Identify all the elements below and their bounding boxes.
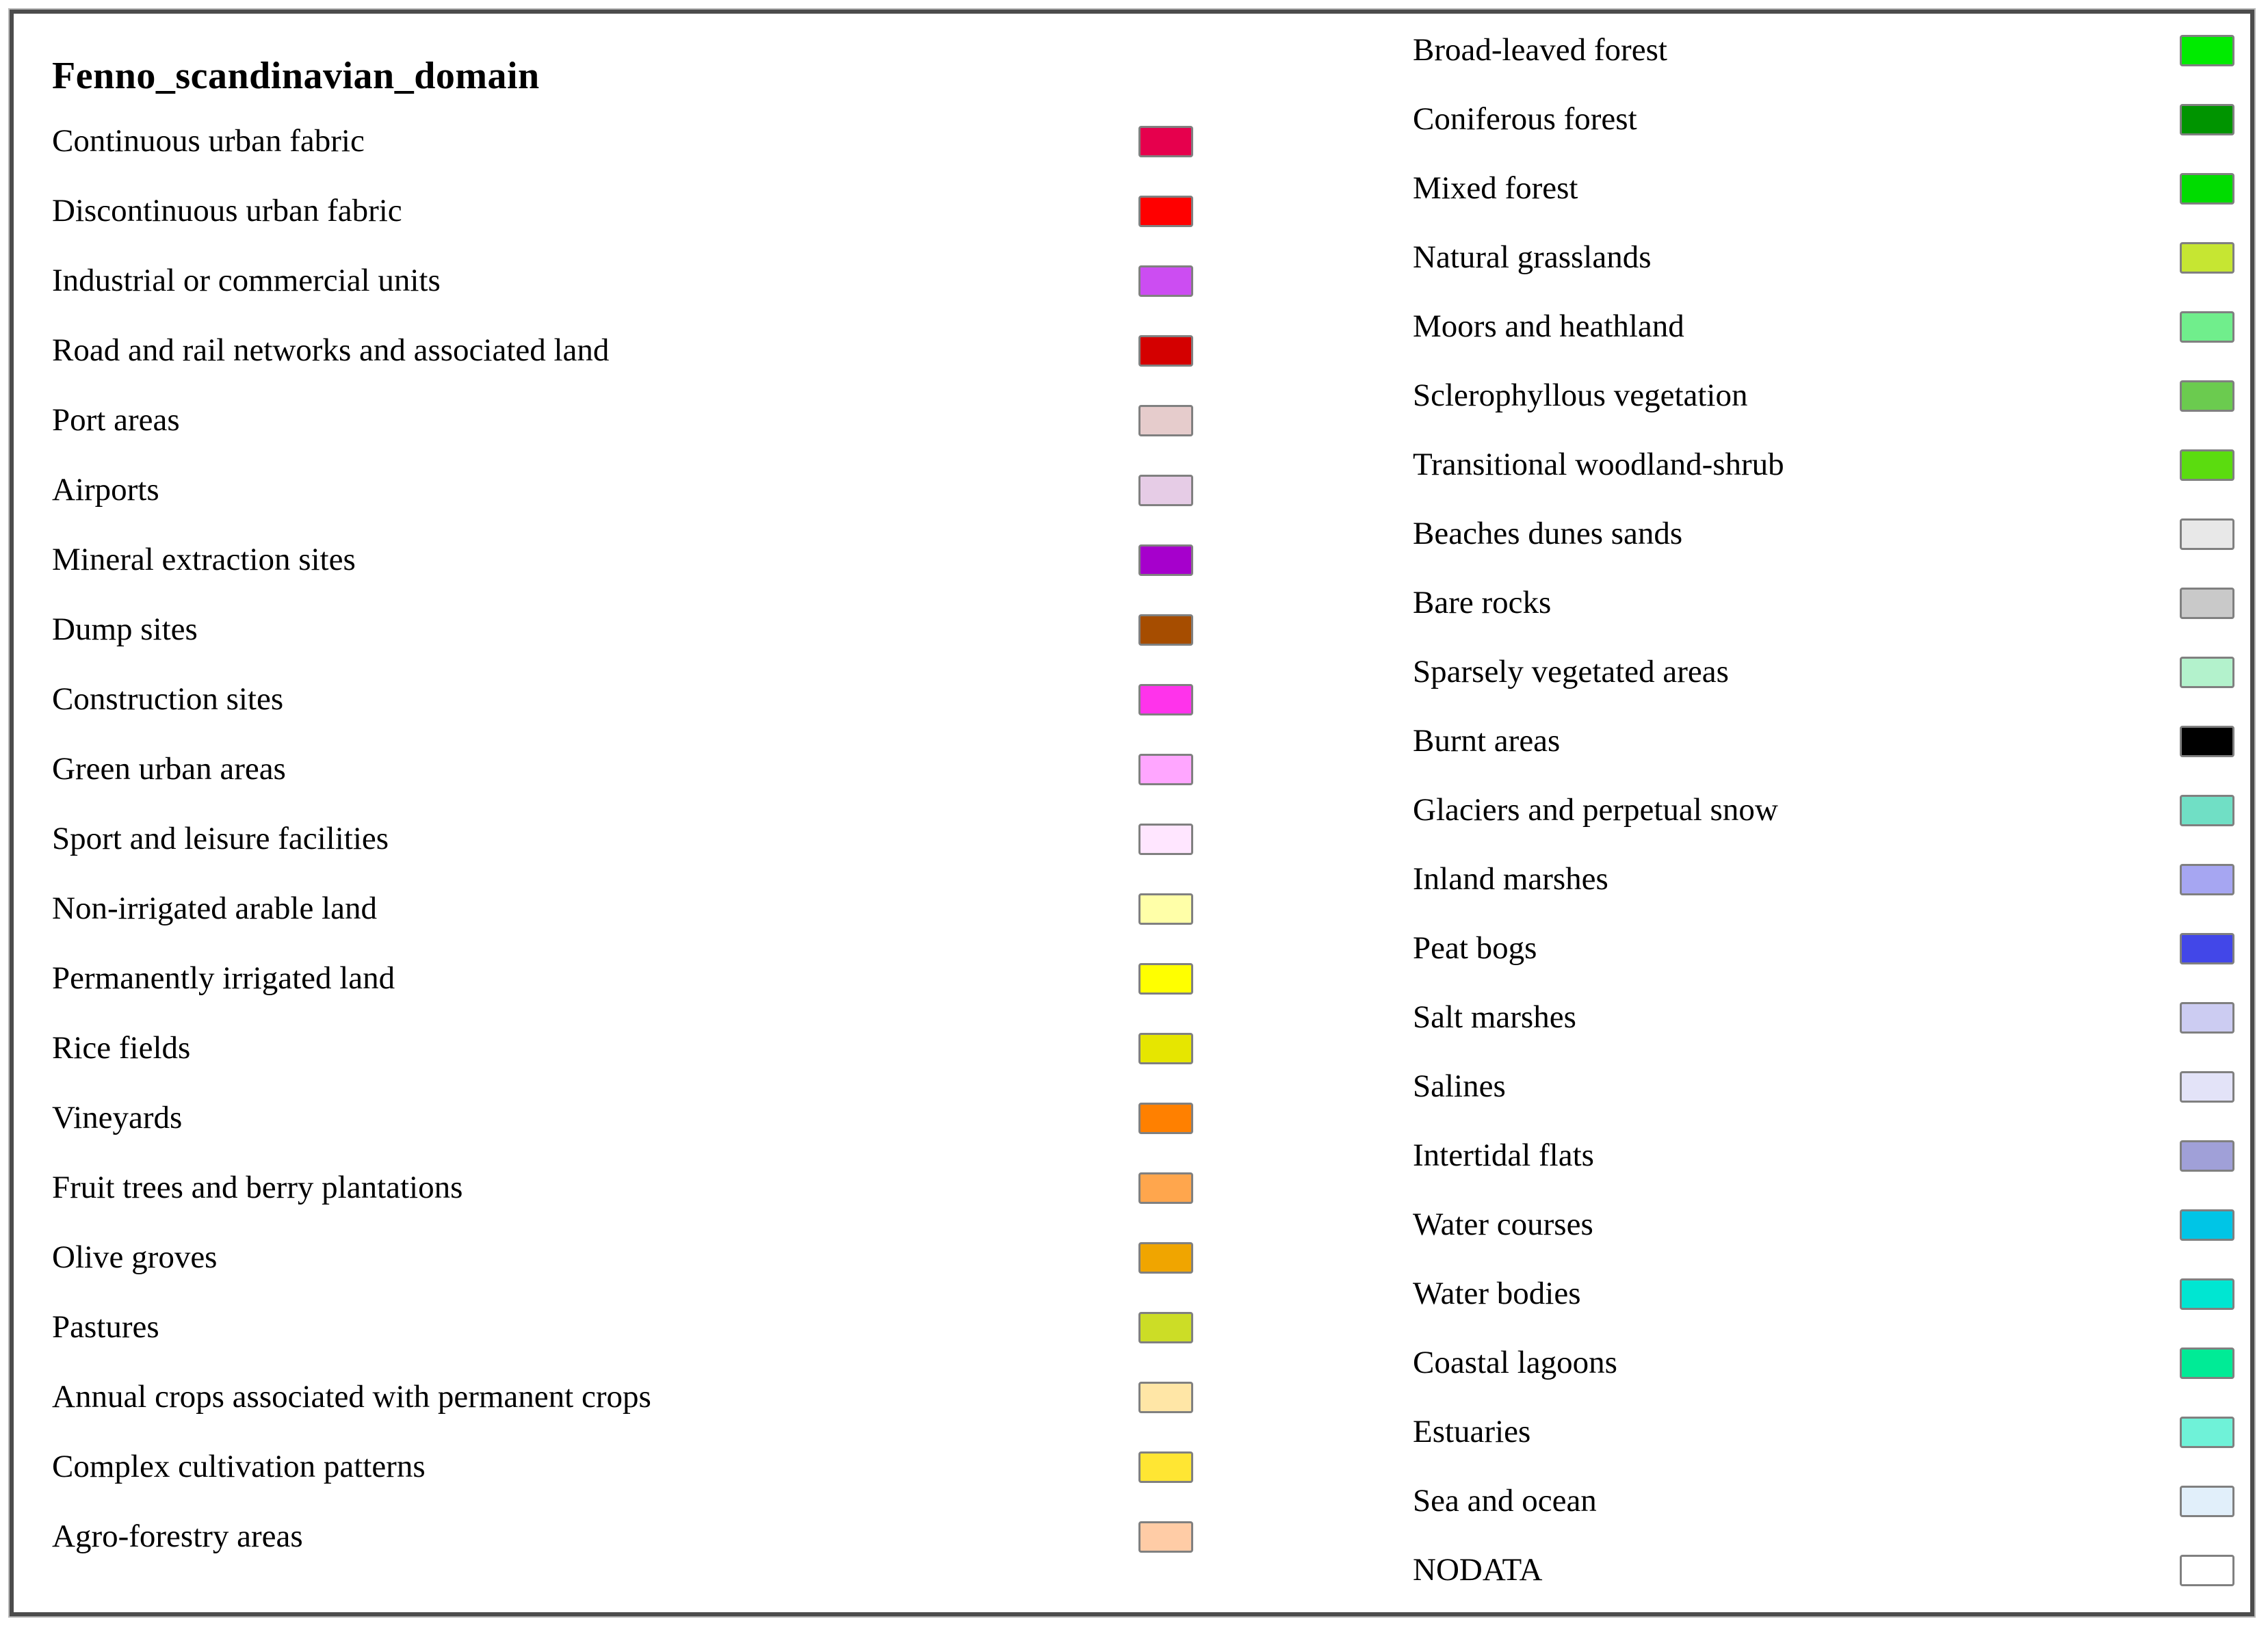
legend-item-label: Dump sites	[52, 612, 198, 648]
color-swatch	[1138, 126, 1193, 157]
color-swatch	[2180, 35, 2234, 66]
legend-item	[1413, 361, 2234, 430]
legend-item	[1413, 776, 2234, 845]
legend-rows-left	[52, 107, 1193, 1572]
legend-item	[1413, 430, 2234, 499]
legend-item	[52, 665, 1193, 735]
color-swatch	[1138, 893, 1193, 925]
legend-item	[1413, 1328, 2234, 1397]
legend-item-label: Complex cultivation patterns	[52, 1449, 426, 1485]
legend-item-label: Agro-forestry areas	[52, 1519, 303, 1555]
color-swatch	[2180, 1555, 2234, 1586]
legend-item	[1413, 707, 2234, 776]
legend-item-label: Glaciers and perpetual snow	[1413, 791, 1778, 828]
legend-item	[1413, 1052, 2234, 1121]
legend-title: Fenno_scandinavian_domain	[52, 55, 540, 97]
legend-item	[1413, 1259, 2234, 1328]
legend-item	[52, 735, 1193, 804]
legend-item-label: Peat bogs	[1413, 930, 1537, 966]
legend-item	[52, 1014, 1193, 1083]
color-swatch	[2180, 518, 2234, 550]
legend-item-label: Transitional woodland-shrub	[1413, 446, 1784, 482]
map-legend-panel	[10, 10, 2254, 1616]
color-swatch	[1138, 405, 1193, 436]
legend-item	[1413, 1121, 2234, 1190]
color-swatch	[2180, 1486, 2234, 1517]
legend-item	[1413, 983, 2234, 1052]
legend-item	[1413, 845, 2234, 914]
legend-item	[52, 804, 1193, 874]
legend-item-label: Sparsely vegetated areas	[1413, 653, 1729, 689]
legend-item	[52, 456, 1193, 525]
color-swatch	[1138, 684, 1193, 715]
legend-item	[52, 525, 1193, 595]
legend-item-label: Sclerophyllous vegetation	[1413, 377, 1748, 413]
legend-item	[1413, 914, 2234, 983]
legend-item-label: Continuous urban fabric	[52, 123, 365, 159]
legend-item-label: Burnt areas	[1413, 722, 1561, 759]
legend-item-label: Estuaries	[1413, 1413, 1531, 1449]
color-swatch	[2180, 726, 2234, 757]
legend-item	[52, 386, 1193, 456]
legend-item	[1413, 85, 2234, 154]
legend-item	[52, 1502, 1193, 1572]
color-swatch	[1138, 544, 1193, 576]
color-swatch	[2180, 1209, 2234, 1241]
legend-item	[52, 1363, 1193, 1432]
color-swatch	[1138, 196, 1193, 227]
color-swatch	[2180, 104, 2234, 135]
color-swatch	[1138, 963, 1193, 995]
legend-item-label: Airports	[52, 472, 159, 508]
legend-item	[52, 1432, 1193, 1502]
legend-item-label: Non-irrigated arable land	[52, 891, 378, 927]
legend-item-label: Port areas	[52, 402, 180, 438]
color-swatch	[2180, 380, 2234, 412]
color-swatch	[1138, 265, 1193, 297]
legend-item	[52, 1153, 1193, 1223]
color-swatch	[2180, 1071, 2234, 1103]
color-swatch	[2180, 1348, 2234, 1379]
legend-item-label: Broad-leaved forest	[1413, 31, 1667, 68]
color-swatch	[1138, 614, 1193, 646]
legend-item-label: Annual crops associated with permanent crops	[52, 1379, 651, 1415]
legend-item-label: Salt marshes	[1413, 999, 1576, 1035]
color-swatch	[1138, 475, 1193, 506]
color-swatch	[2180, 449, 2234, 481]
color-swatch	[2180, 173, 2234, 205]
color-swatch	[1138, 1033, 1193, 1064]
legend-rows-right	[1413, 16, 2234, 1605]
color-swatch	[2180, 864, 2234, 895]
legend-item	[1413, 568, 2234, 637]
color-swatch	[1138, 335, 1193, 367]
legend-item	[1413, 1190, 2234, 1259]
legend-item	[1413, 499, 2234, 568]
legend-item-label: Green urban areas	[52, 751, 286, 787]
legend-item-label: Moors and heathland	[1413, 308, 1684, 344]
legend-item	[52, 107, 1193, 176]
color-swatch	[1138, 1242, 1193, 1274]
legend-item	[52, 874, 1193, 944]
legend-item	[52, 316, 1193, 386]
legend-item-label: Olive groves	[52, 1239, 218, 1276]
color-swatch	[2180, 588, 2234, 619]
legend-item	[1413, 292, 2234, 361]
legend-item-label: Sport and leisure facilities	[52, 821, 389, 857]
legend-item	[52, 1293, 1193, 1363]
legend-item	[1413, 154, 2234, 223]
legend-item-label: Mineral extraction sites	[52, 542, 356, 578]
color-swatch	[2180, 242, 2234, 274]
legend-item-label: Road and rail networks and associated land	[52, 332, 610, 369]
legend-item-label: Vineyards	[52, 1100, 183, 1136]
color-swatch	[2180, 311, 2234, 343]
legend-item	[52, 595, 1193, 665]
legend-item-label: Rice fields	[52, 1030, 191, 1066]
color-swatch	[1138, 824, 1193, 855]
legend-item	[1413, 223, 2234, 292]
color-swatch	[2180, 657, 2234, 688]
legend-item-label: Water bodies	[1413, 1275, 1581, 1311]
legend-item-label: Industrial or commercial units	[52, 263, 441, 299]
legend-item-label: Bare rocks	[1413, 584, 1552, 620]
legend-item-label: Fruit trees and berry plantations	[52, 1170, 463, 1206]
color-swatch	[2180, 1140, 2234, 1172]
legend-item	[1413, 637, 2234, 707]
color-swatch	[2180, 933, 2234, 964]
legend-item-label: Discontinuous urban fabric	[52, 193, 402, 229]
legend-item	[52, 944, 1193, 1014]
legend-item-label: Construction sites	[52, 681, 284, 718]
legend-item-label: Mixed forest	[1413, 170, 1578, 206]
color-swatch	[1138, 1382, 1193, 1413]
legend-item	[1413, 1397, 2234, 1467]
legend-item-label: Beaches dunes sands	[1413, 515, 1683, 551]
legend-item	[52, 1083, 1193, 1153]
legend-item-label: Coniferous forest	[1413, 101, 1637, 137]
color-swatch	[1138, 1172, 1193, 1204]
legend-item-label: Pastures	[52, 1309, 159, 1345]
legend-item-label: Permanently irrigated land	[52, 960, 395, 997]
color-swatch	[1138, 1451, 1193, 1483]
legend-item	[52, 1223, 1193, 1293]
legend-item-label: Natural grasslands	[1413, 239, 1652, 275]
color-swatch	[1138, 1312, 1193, 1343]
legend-item-label: Inland marshes	[1413, 860, 1608, 897]
color-swatch	[1138, 754, 1193, 785]
legend-item-label: Coastal lagoons	[1413, 1344, 1617, 1380]
legend-item-label: NODATA	[1413, 1551, 1543, 1588]
legend-item	[52, 176, 1193, 246]
legend-item-label: Sea and ocean	[1413, 1482, 1597, 1519]
legend-item	[1413, 1536, 2234, 1605]
color-swatch	[2180, 1002, 2234, 1034]
color-swatch	[2180, 1417, 2234, 1448]
legend-item-label: Salines	[1413, 1068, 1506, 1104]
color-swatch	[1138, 1103, 1193, 1134]
color-swatch	[1138, 1521, 1193, 1553]
legend-column-left	[52, 45, 1193, 1572]
color-swatch	[2180, 1278, 2234, 1310]
legend-item	[1413, 16, 2234, 85]
legend-item	[52, 246, 1193, 316]
legend-item-label: Intertidal flats	[1413, 1137, 1594, 1173]
color-swatch	[2180, 795, 2234, 826]
legend-item-label: Water courses	[1413, 1206, 1593, 1242]
legend-item	[1413, 1467, 2234, 1536]
legend-column-right	[1413, 16, 2234, 1605]
